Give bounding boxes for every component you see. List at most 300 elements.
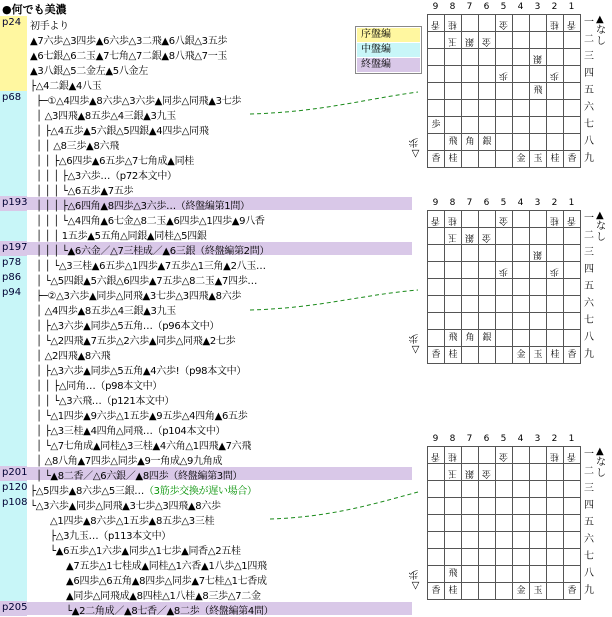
board-square <box>530 515 547 532</box>
board-square <box>496 347 513 364</box>
page-column-cell <box>0 541 27 556</box>
column-label: 7 <box>466 2 473 12</box>
page-ref: p108 <box>2 497 28 508</box>
rank-label: 八 <box>584 332 594 343</box>
tree-row <box>0 481 410 496</box>
column-label: 1 <box>568 2 575 12</box>
rank-label: 八 <box>584 568 594 579</box>
board-square <box>496 279 513 296</box>
column-label: 7 <box>466 434 473 444</box>
board-square <box>462 66 479 83</box>
board-square <box>564 296 581 313</box>
tree-row <box>0 241 410 256</box>
board-square <box>513 262 530 279</box>
move-sequence: │ └△5四銀▲5六銀△6四歩▲7五歩△8二玉▲7四歩… <box>36 276 258 287</box>
board-square: 歩 <box>547 262 564 279</box>
move-sequence: │ │ │ ├△6四角▲8四歩△3六歩…（終盤編第1問） <box>36 201 250 212</box>
board-square <box>462 117 479 134</box>
page-column-cell <box>0 361 27 376</box>
board-square <box>530 481 547 498</box>
move-sequence: │ └△1四歩▲9六歩△1五歩▲9五歩△4四角▲6五歩 <box>36 411 248 422</box>
board-square <box>445 245 462 262</box>
rank-label: 八 <box>584 136 594 147</box>
board-square <box>564 245 581 262</box>
board-square <box>428 245 445 262</box>
board-square <box>479 447 496 464</box>
move-sequence: └▲2二角成／▲8七香／▲8二歩（終盤編第4問） <box>66 606 274 617</box>
board-square <box>479 49 496 66</box>
board-square <box>513 117 530 134</box>
board-square: 桂 <box>547 15 564 32</box>
board-square <box>496 32 513 49</box>
board-square <box>547 32 564 49</box>
tree-row <box>0 196 410 211</box>
board-square <box>513 515 530 532</box>
move-sequence: │ △2四飛▲8六飛 <box>36 351 111 362</box>
board-square <box>513 498 530 515</box>
sente-hand: ▲ な し <box>596 210 606 243</box>
board-square <box>547 313 564 330</box>
board-square <box>462 211 479 228</box>
board-square <box>513 134 530 151</box>
column-label: 4 <box>517 198 524 208</box>
board-square: 歩 <box>496 66 513 83</box>
page-ref: p68 <box>2 92 22 103</box>
board-square <box>479 151 496 168</box>
page-column-cell <box>0 346 27 361</box>
column-label: 5 <box>500 434 507 444</box>
board-square <box>462 83 479 100</box>
board-square <box>496 134 513 151</box>
board-square <box>564 279 581 296</box>
board-square <box>547 549 564 566</box>
tree-row <box>0 361 410 376</box>
board-square <box>462 549 479 566</box>
board-square: 玉 <box>530 583 547 600</box>
board-square <box>564 262 581 279</box>
board-square <box>547 515 564 532</box>
tree-row <box>0 226 410 241</box>
board-square <box>462 296 479 313</box>
page-ref: p24 <box>2 17 22 28</box>
board-square <box>496 228 513 245</box>
page-title: ●何でも美濃 <box>2 3 67 16</box>
move-sequence: │ │ │ ├△3六歩…（p72本文中） <box>36 171 177 182</box>
rank-label: 九 <box>584 585 594 596</box>
board-square <box>462 262 479 279</box>
board-square <box>564 549 581 566</box>
board-square <box>479 15 496 32</box>
board-square <box>428 49 445 66</box>
tree-row <box>0 466 410 481</box>
board-square <box>513 313 530 330</box>
board-square <box>428 66 445 83</box>
move-sequence: ▲7五歩△1七桂成▲同桂△1六香▲1八歩△1四飛 <box>66 561 267 572</box>
move-sequence: │ │ ├△同角…（p98本文中） <box>36 381 163 392</box>
board-square: 銀 <box>462 228 479 245</box>
board-square <box>530 100 547 117</box>
rank-label: 九 <box>584 153 594 164</box>
board-square <box>513 447 530 464</box>
board-square <box>479 498 496 515</box>
move-sequence: │ │ │ 1五歩▲5五角△同銀▲同桂△5四銀 <box>36 231 207 242</box>
board-square <box>564 49 581 66</box>
rank-label: 六 <box>584 298 594 309</box>
board-square <box>547 296 564 313</box>
rank-label: 四 <box>584 500 594 511</box>
page-column-cell <box>0 76 27 91</box>
tree-row <box>0 106 410 121</box>
rank-label: 三 <box>584 247 594 258</box>
board-square <box>547 464 564 481</box>
board-square: 香 <box>428 447 445 464</box>
board-square <box>462 279 479 296</box>
board-square <box>513 464 530 481</box>
board-square <box>496 532 513 549</box>
tree-row <box>0 121 410 136</box>
rank-label: 一 <box>584 17 594 28</box>
page-column-cell <box>0 151 27 166</box>
move-sequence: │ │ │ └▲6六金／△7三桂成／▲6三銀（終盤編第2問） <box>36 246 270 257</box>
board-square <box>496 515 513 532</box>
board-square <box>428 566 445 583</box>
page-column-cell <box>0 121 27 136</box>
page-column-cell <box>0 391 27 406</box>
board-square <box>530 32 547 49</box>
board-square <box>547 245 564 262</box>
board-square: 桂 <box>445 15 462 32</box>
board-square <box>479 515 496 532</box>
board-square: 香 <box>428 347 445 364</box>
page-ref: p78 <box>2 257 22 268</box>
board-square: 銀 <box>479 330 496 347</box>
board-square: 飛 <box>445 134 462 151</box>
board-square <box>547 279 564 296</box>
board-square: 香 <box>428 15 445 32</box>
board-square <box>462 49 479 66</box>
tree-row <box>0 451 410 466</box>
board-square <box>428 296 445 313</box>
board-square <box>445 481 462 498</box>
board-square <box>513 532 530 549</box>
board-square <box>564 66 581 83</box>
board-square <box>445 100 462 117</box>
board-square <box>479 313 496 330</box>
rank-label: 七 <box>584 315 594 326</box>
board-square <box>428 330 445 347</box>
board-square <box>428 279 445 296</box>
move-sequence: │ ├△3六歩▲同歩△5五角▲4六歩!（p98本文中） <box>36 366 247 377</box>
page-column-cell <box>0 526 27 541</box>
board-square <box>564 117 581 134</box>
column-label: 2 <box>551 198 558 208</box>
rank-label: 二 <box>584 230 594 241</box>
board-square <box>564 134 581 151</box>
board-square <box>513 49 530 66</box>
board-square: 桂 <box>445 347 462 364</box>
tree-row <box>0 271 410 286</box>
move-sequence: ├─①△4四歩▲8六歩△3六歩▲同歩△同飛▲3七歩 <box>36 96 242 107</box>
column-label: 6 <box>483 198 490 208</box>
move-sequence: ├△3九玉…（p113本文中） <box>50 531 172 542</box>
board-square <box>479 481 496 498</box>
tree-row <box>0 76 410 91</box>
page-ref: p120 <box>2 482 28 493</box>
rank-label: 六 <box>584 102 594 113</box>
board-square <box>513 330 530 347</box>
board-square <box>428 83 445 100</box>
tree-row <box>0 601 410 616</box>
board-square <box>564 330 581 347</box>
page-ref: p201 <box>2 467 28 478</box>
tree-row <box>0 436 410 451</box>
tree-row <box>0 511 410 526</box>
board-square <box>479 532 496 549</box>
tree-row <box>0 286 410 301</box>
board-square <box>479 347 496 364</box>
rank-label: 三 <box>584 51 594 62</box>
board-square <box>547 49 564 66</box>
tree-row <box>0 256 410 271</box>
board-square: 飛 <box>530 83 547 100</box>
board-square <box>530 498 547 515</box>
rank-label: 六 <box>584 534 594 545</box>
board-square <box>496 296 513 313</box>
board-square <box>428 481 445 498</box>
board-square <box>547 583 564 600</box>
board-square <box>479 583 496 600</box>
board-square: 銀 <box>530 245 547 262</box>
board-square <box>496 49 513 66</box>
board-square <box>428 313 445 330</box>
legend-item-middle: 中盤編 <box>357 43 420 57</box>
page-column-cell <box>0 61 27 76</box>
board-square <box>462 100 479 117</box>
board-square <box>496 498 513 515</box>
page-column-cell <box>0 166 27 181</box>
board-square <box>428 134 445 151</box>
tree-row <box>0 46 410 61</box>
move-sequence: │ ├△3六歩▲同歩△5五角…（p96本文中） <box>36 321 220 332</box>
column-label: 8 <box>449 198 456 208</box>
board-square <box>530 566 547 583</box>
board-square <box>445 83 462 100</box>
tree-row <box>0 586 410 601</box>
board-square: 桂 <box>547 347 564 364</box>
board-square <box>530 228 547 245</box>
board-square: 歩 <box>496 262 513 279</box>
tree-row <box>0 391 410 406</box>
column-label: 1 <box>568 434 575 444</box>
board-square <box>530 464 547 481</box>
board-square <box>513 211 530 228</box>
rank-label: 四 <box>584 264 594 275</box>
board-square <box>445 66 462 83</box>
board-square <box>530 447 547 464</box>
move-sequence: ▲同歩△同飛成▲8四桂△1八桂▲8三歩△7二金 <box>66 591 261 602</box>
board-square: 金 <box>479 464 496 481</box>
rank-label: 五 <box>584 517 594 528</box>
board-square: 玉 <box>530 151 547 168</box>
tree-row <box>0 331 410 346</box>
board-square <box>496 245 513 262</box>
board-square <box>445 117 462 134</box>
board-square <box>547 228 564 245</box>
board-square <box>513 83 530 100</box>
board-square <box>564 228 581 245</box>
board-square: 角 <box>462 330 479 347</box>
board-square: 飛 <box>445 330 462 347</box>
gote-hand: △歩 <box>410 570 421 591</box>
board-square <box>445 549 462 566</box>
move-sequence: │ ├△4五歩▲5六銀△5四銀▲4四歩△同飛 <box>36 126 209 137</box>
legend-item-endgame: 終盤編 <box>357 58 420 72</box>
board-square <box>462 347 479 364</box>
sente-hand: ▲ な し <box>596 446 606 479</box>
board-square <box>513 66 530 83</box>
move-sequence: ▲6七銀△6二玉▲7七角△7二銀▲8八飛△7一玉 <box>30 51 228 62</box>
board-square <box>496 549 513 566</box>
board-square <box>564 481 581 498</box>
board-square <box>496 117 513 134</box>
column-label: 4 <box>517 2 524 12</box>
tree-row <box>0 541 410 556</box>
rank-label: 三 <box>584 483 594 494</box>
board-square <box>530 262 547 279</box>
board-square <box>479 100 496 117</box>
board-square: 桂 <box>445 583 462 600</box>
page-column-cell <box>0 586 27 601</box>
column-label: 8 <box>449 434 456 444</box>
rank-label: 二 <box>584 34 594 45</box>
page-column-cell <box>0 136 27 151</box>
board-square <box>530 66 547 83</box>
move-sequence: │ △3四飛▲8五歩△4三銀▲3九玉 <box>36 111 177 122</box>
board-square: 桂 <box>445 211 462 228</box>
tree-row <box>0 526 410 541</box>
tree-row <box>0 211 410 226</box>
board-square <box>564 566 581 583</box>
move-sequence: │ │ △8三歩▲8六飛 <box>36 141 119 152</box>
board-square: 桂 <box>547 151 564 168</box>
board-square: 角 <box>462 134 479 151</box>
board-square <box>462 447 479 464</box>
board-square <box>513 32 530 49</box>
board-square: 銀 <box>462 464 479 481</box>
board-square <box>547 83 564 100</box>
tree-row <box>0 91 410 106</box>
tree-row <box>0 316 410 331</box>
board-square <box>513 566 530 583</box>
move-sequence: │ └△2四飛▲7五歩△2六歩▲同歩△同飛▲2七歩 <box>36 336 236 347</box>
board-square <box>479 211 496 228</box>
move-sequence: │ └△7七角成▲同桂△3三桂▲4六角△1四飛▲7六飛 <box>36 441 252 452</box>
board-square <box>547 498 564 515</box>
move-sequence: ▲3八銀△5二金左▲5八金左 <box>30 66 148 77</box>
tree-row <box>0 346 410 361</box>
tree-row <box>0 166 410 181</box>
board-square <box>496 566 513 583</box>
board-square <box>462 481 479 498</box>
page-ref: p205 <box>2 602 28 613</box>
board-square <box>462 532 479 549</box>
page-ref: p94 <box>2 287 22 298</box>
board-square <box>513 100 530 117</box>
board-square <box>445 49 462 66</box>
board-grid <box>427 446 581 600</box>
board-square: 金 <box>496 447 513 464</box>
page-column-cell <box>0 451 27 466</box>
page-column-cell <box>0 436 27 451</box>
move-sequence: ├─②△3六歩▲同歩△同飛▲3七歩△3四飛▲8六歩 <box>36 291 242 302</box>
board-square <box>445 296 462 313</box>
move-sequence: │ │ └△3六飛…（p121本文中） <box>36 396 175 407</box>
board-square <box>428 262 445 279</box>
board-square <box>530 532 547 549</box>
board-square: 金 <box>496 15 513 32</box>
gote-hand: △歩 <box>410 334 421 355</box>
board-square <box>513 481 530 498</box>
board-square <box>564 498 581 515</box>
board-square <box>462 515 479 532</box>
board-square: 飛 <box>445 566 462 583</box>
board-square <box>428 100 445 117</box>
page-column-cell <box>0 226 27 241</box>
board-square <box>564 464 581 481</box>
page-column-cell <box>0 556 27 571</box>
board-square <box>547 532 564 549</box>
board-square <box>530 296 547 313</box>
board-square <box>513 549 530 566</box>
page-column-cell <box>0 421 27 436</box>
board-square <box>530 330 547 347</box>
tree-row <box>0 301 410 316</box>
board-square <box>479 566 496 583</box>
column-label: 9 <box>432 2 439 12</box>
column-label: 6 <box>483 434 490 444</box>
board-square <box>428 515 445 532</box>
board-square: 桂 <box>445 151 462 168</box>
column-label: 9 <box>432 434 439 444</box>
board-square <box>496 481 513 498</box>
board-square <box>564 313 581 330</box>
board-square <box>513 15 530 32</box>
page-ref: p197 <box>2 242 28 253</box>
board-square: 香 <box>564 583 581 600</box>
move-sequence: ▲6四歩△6五角▲8四歩△同歩▲7七桂△1七香成 <box>66 576 267 587</box>
column-label: 9 <box>432 198 439 208</box>
board-square: 銀 <box>479 134 496 151</box>
board-square: 玉 <box>445 32 462 49</box>
board-grid <box>427 14 581 168</box>
page-column-cell <box>0 331 27 346</box>
board-square <box>547 330 564 347</box>
board-square <box>530 279 547 296</box>
board-square <box>547 134 564 151</box>
page-column-cell <box>0 316 27 331</box>
move-sequence: │ △8八角▲7四歩△同歩▲9一角成△9九角成 <box>36 456 223 467</box>
board-square <box>513 296 530 313</box>
move-sequence: │ │ │ └△4四角▲6七金△8二玉▲6四歩△1四歩▲9八香 <box>36 216 265 227</box>
board-square: 玉 <box>530 347 547 364</box>
tree-row <box>0 496 410 511</box>
move-sequence: │ ├△3三桂▲4四角△同飛…（p104本文中） <box>36 426 226 437</box>
board-square <box>513 228 530 245</box>
board-square: 香 <box>564 347 581 364</box>
column-label: 5 <box>500 2 507 12</box>
board-square <box>496 464 513 481</box>
move-sequence: └▲6五歩△1六歩▲同歩△1七歩▲同香△2五桂 <box>50 546 241 557</box>
